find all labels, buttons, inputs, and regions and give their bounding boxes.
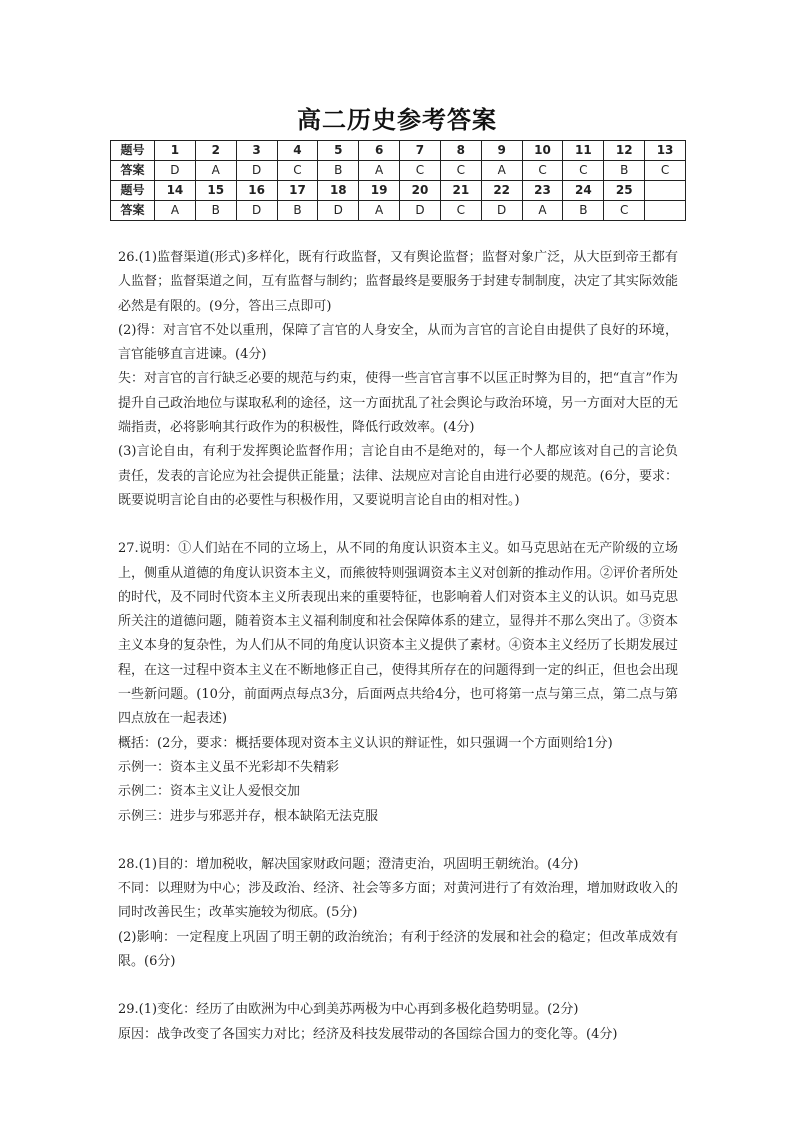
question-number-row: [111, 181, 686, 201]
answer-paragraph: 概括：(2分，要求：概括要体现对资本主义认识的辩证性，如只强调一个方面则给1分): [118, 735, 613, 751]
question-number-cell: 2: [195, 141, 236, 161]
answer-cell: C: [400, 161, 441, 181]
answer-label: 答案: [111, 161, 155, 181]
answer-paragraph: (3)言论自由，有利于发挥舆论监督作用；言论自由不是绝对的，每一个人都应该对自己的言论负责任，发表的言论应为社会提供正能量；法律、法规应对言论自由进行必要的规范。(6分，要求：既要说明言论自由的必要性与积极作用，又要说明言论自由的相对性。): [118, 444, 678, 508]
question-number-cell: 24: [563, 181, 604, 201]
answer-cell: C: [645, 161, 686, 181]
answer-paragraph: 失：对言官的言行缺乏必要的规范与约束，使得一些言官言事不以匡正时弊为目的，把“直言”作为提升自己政治地位与谋取私利的途径，这一方面扰乱了社会舆论与政治环境，另一方面对大臣的无端指责，必将影响其行政作为的积极性，降低行政效率。(4分): [118, 371, 678, 436]
answer-cell: C: [277, 161, 318, 181]
question-number-cell: 9: [481, 141, 522, 161]
answer-paragraph: (2)影响：一定程度上巩固了明王朝的政治统治；有利于经济的发展和社会的稳定；但改革成效有限。(6分): [118, 929, 678, 970]
answer-cell: B: [604, 161, 645, 181]
answer-paragraph: 29.(1)变化：经历了由欧洲为中心到美苏两极为中心再到多极化趋势明显。(2分): [118, 1002, 579, 1018]
answer-cell: C: [563, 161, 604, 181]
page-title: 高二历史参考答案: [297, 105, 497, 134]
answer-paragraph: 27.说明：①人们站在不同的立场上，从不同的角度认识资本主义。如马克思站在无产阶级的立场上，侧重从道德的角度认识资本主义，而熊彼特则强调资本主义对创新的推动作用。②评价者所处的时代，及不同时代资本主义所表现出来的重要特征，也影响着人们对资本主义的认识。如马克思所关注的道德问题，随着资本主义福利制度和社会保障体系的建立，显得并不那么突出了。③资本主义本身的复杂性，为人们从不同的角度认识资本主义提供了素材。④资本主义经历了长期发展过程，在这一过程中资本主义在不断地修正自己，使得其所存在的问题得到一定的纠正，但也会出现一些新问题。(10分，前面两点每点3分，后面两点共给4分，也可将第一点与第三点，第二点与第四点放在一起表述): [118, 541, 678, 727]
question-number-cell: 12: [604, 141, 645, 161]
answer-paragraph: 26.(1)监督渠道(形式)多样化，既有行政监督，又有舆论监督；监督对象广泛，从大臣到帝王都有人监督；监督渠道之间，互有监督与制约；监督最终是要服务于封建专制制度，决定了其实际效能必然是有限的。(9分，答出三点即可): [118, 250, 678, 314]
answer-cell: A: [481, 161, 522, 181]
answer-cell: C: [604, 201, 645, 221]
question-number-cell: 22: [481, 181, 522, 201]
question-number-cell: 1: [155, 141, 196, 161]
question-number-cell: [645, 181, 686, 201]
answer-cell: B: [195, 201, 236, 221]
answer-cell: B: [277, 201, 318, 221]
answer-cell: D: [236, 201, 277, 221]
answer-cell: D: [481, 201, 522, 221]
answer-cell: C: [440, 201, 481, 221]
answer-cell: B: [563, 201, 604, 221]
answer-paragraph: (2)得：对言官不处以重刑，保障了言官的人身安全，从而为言官的言论自由提供了良好的环境，言官能够直言进谏。(4分): [118, 322, 678, 363]
question-number-label: 题号: [111, 141, 155, 161]
answer-row: [111, 161, 686, 181]
answer-cell: D: [318, 201, 359, 221]
answer-cell: A: [522, 201, 563, 221]
answer-paragraph: 28.(1)目的：增加税收，解决国家财政问题；澄清吏治，巩固明王朝统治。(4分): [118, 856, 579, 872]
answer-cell: C: [440, 161, 481, 181]
answer-cell: A: [359, 201, 400, 221]
answer-cell: A: [359, 161, 400, 181]
question-number-row: [111, 141, 686, 161]
answer-cell: A: [155, 201, 196, 221]
question-number-cell: 8: [440, 141, 481, 161]
question-number-cell: 6: [359, 141, 400, 161]
paragraph-gap: [118, 829, 678, 853]
question-number-cell: 5: [318, 141, 359, 161]
answer-cell: D: [236, 161, 277, 181]
paragraph-gap: [118, 513, 678, 537]
answer-paragraph: 示例二：资本主义让人爱恨交加: [118, 784, 301, 800]
paragraph-gap: [118, 974, 678, 998]
answer-label: 答案: [111, 201, 155, 221]
answer-cell: B: [318, 161, 359, 181]
question-number-cell: 23: [522, 181, 563, 201]
answer-cell: D: [155, 161, 196, 181]
question-number-label: 题号: [111, 181, 155, 201]
question-number-cell: 11: [563, 141, 604, 161]
answer-table: [110, 140, 686, 221]
answer-content: [118, 246, 678, 1047]
answer-paragraph: 原因：战争改变了各国实力对比；经济及科技发展带动的各国综合国力的变化等。(4分): [118, 1026, 618, 1042]
question-number-cell: 25: [604, 181, 645, 201]
question-number-cell: 17: [277, 181, 318, 201]
answer-paragraph: 不同：以理财为中心；涉及政治、经济、社会等多方面；对黄河进行了有效治理，增加财政收入的同时改善民生；改革实施较为彻底。(5分): [118, 881, 678, 921]
answer-paragraph: 示例一：资本主义虽不光彩却不失精彩: [118, 759, 340, 775]
question-number-cell: 18: [318, 181, 359, 201]
question-number-cell: 13: [645, 141, 686, 161]
question-number-cell: 3: [236, 141, 277, 161]
question-number-cell: 20: [400, 181, 441, 201]
question-number-cell: 16: [236, 181, 277, 201]
question-number-cell: 10: [522, 141, 563, 161]
answer-cell: A: [195, 161, 236, 181]
question-number-cell: 4: [277, 141, 318, 161]
question-number-cell: 14: [155, 181, 196, 201]
answer-row: [111, 201, 686, 221]
question-number-cell: 15: [195, 181, 236, 201]
answer-cell: C: [522, 161, 563, 181]
question-number-cell: 21: [440, 181, 481, 201]
answer-paragraph: 示例三：进步与邪恶并存，根本缺陷无法克服: [118, 808, 379, 824]
answer-cell: [645, 201, 686, 221]
question-number-cell: 19: [359, 181, 400, 201]
answer-cell: D: [400, 201, 441, 221]
question-number-cell: 7: [400, 141, 441, 161]
